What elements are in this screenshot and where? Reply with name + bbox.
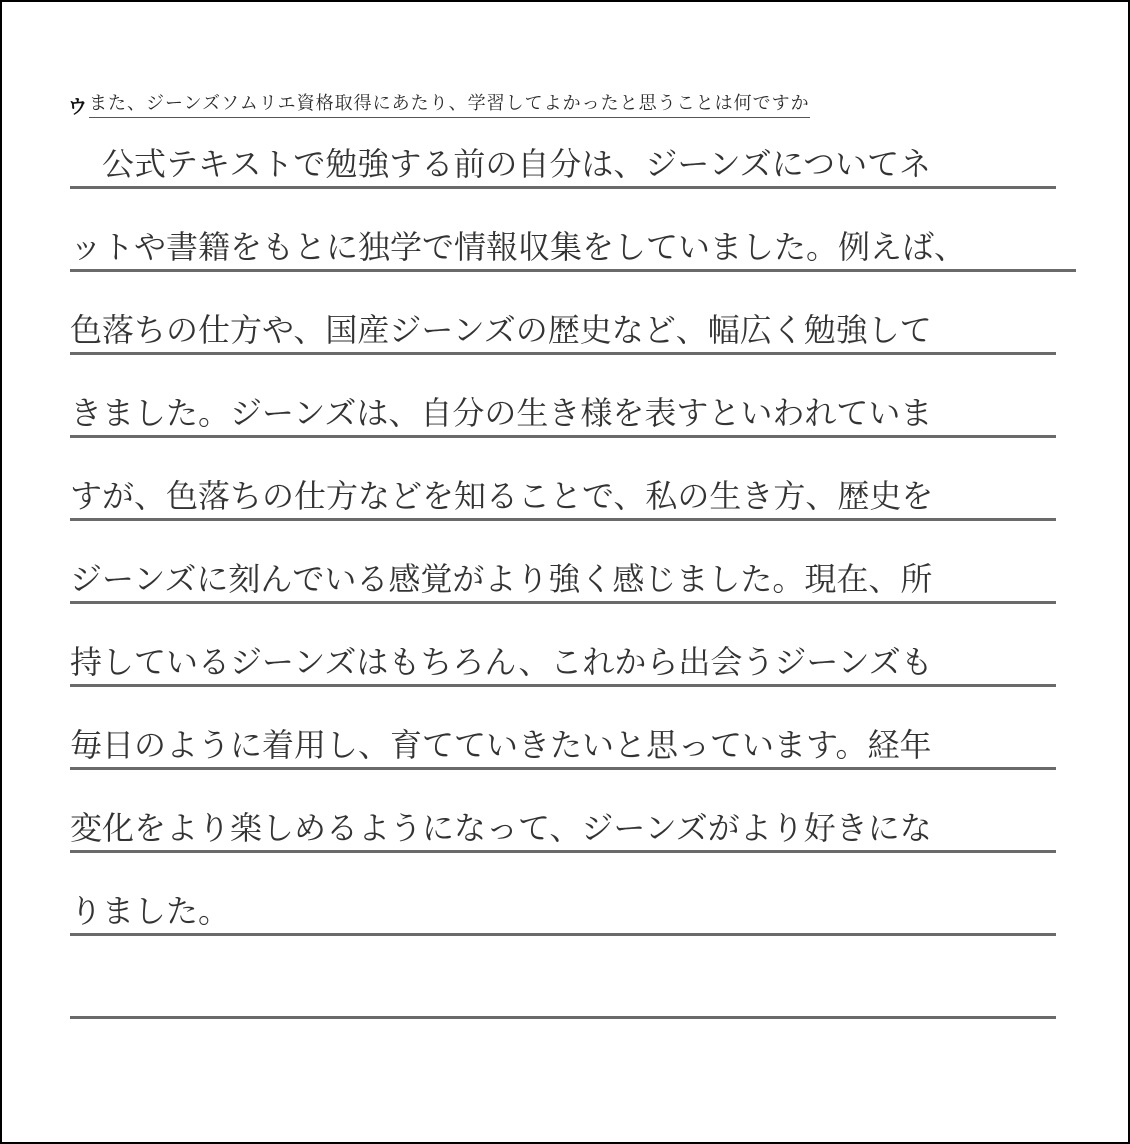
answer-line-8: 毎日のように着用し、育てていきたいと思っています。経年 [70,723,1056,770]
answer-line-4: きました。ジーンズは、自分の生き様を表すといわれていま [70,391,1056,438]
question-text: また、ジーンズソムリエ資格取得にあたり、学習してよかったと思うことは何ですか [89,93,810,118]
answer-line-10: りました。 [70,889,1056,936]
answer-line-5: すが、色落ちの仕方などを知ることで、私の生き方、歴史を [70,474,1056,521]
question-marker: ウ [68,96,88,118]
answer-line-2: ットや書籍をもとに独学で情報収集をしていました。例えば、 [70,225,1076,272]
answer-line-3: 色落ちの仕方や、国産ジーンズの歴史など、幅広く勉強して [70,308,1056,355]
answer-line-11 [70,972,1056,1019]
question-row [68,88,810,118]
answer-line-7: 持しているジーンズはもちろん、これから出会うジーンズも [70,640,1056,687]
answer-line-6: ジーンズに刻んでいる感覚がより強く感じました。現在、所 [70,557,1056,604]
answer-line-9: 変化をより楽しめるようになって、ジーンズがより好きにな [70,806,1056,853]
answer-line-1: 公式テキストで勉強する前の自分は、ジーンズについてネ [70,142,1056,189]
